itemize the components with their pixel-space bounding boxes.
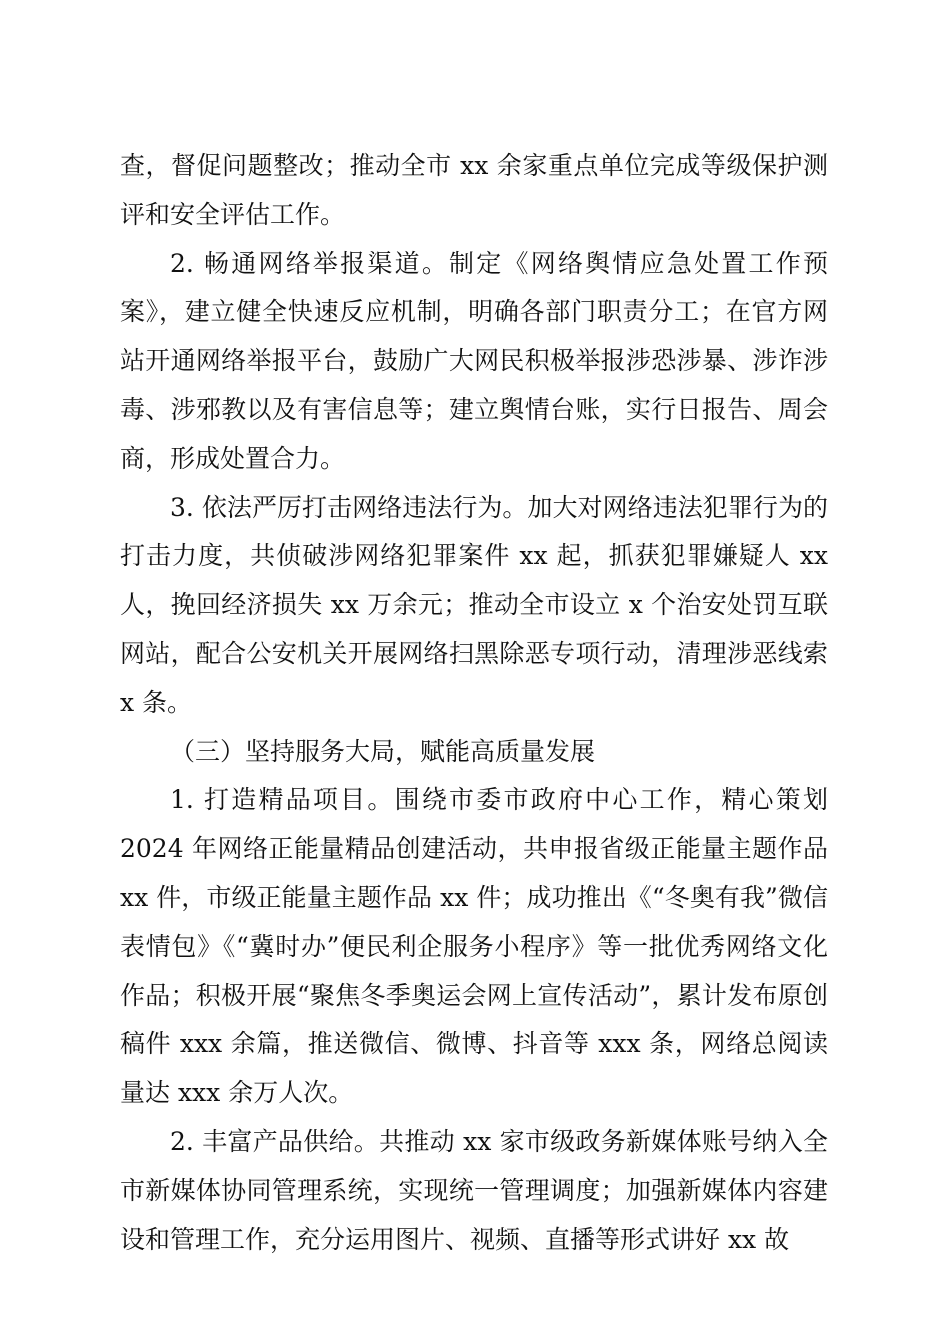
paragraph-item-2-reporting-channels: 2. 畅通网络举报渠道。制定《网络舆情应急处置工作预案》，建立健全快速反应机制，明确各部门职责分工；在官方网站开通网络举报平台，鼓励广大网民积极举报涉恐涉暴、涉诈涉毒、涉邪教以及有害信息等；建立舆情台账，实行日报告、周会商，形成处置合力。 — [120, 248, 828, 473]
section-heading-3: （三）坚持服务大局，赋能高质量发展 — [170, 736, 596, 766]
paragraph-item-2-product-supply: 2. 丰富产品供给。共推动 xx 家市级政务新媒体账号纳入全市新媒体协同管理系统，实现统一管理调度；加强新媒体内容建设和管理工作，充分运用图片、视频、直播等形式讲好 xx 故 — [120, 1126, 828, 1254]
document-body — [120, 142, 828, 1264]
paragraph-item-3-crackdown: 3. 依法严厉打击网络违法行为。加大对网络违法犯罪行为的打击力度，共侦破涉网络犯罪案件 xx 起，抓获犯罪嫌疑人 xx 人，挽回经济损失 xx 万余元；推动全市设立 x 个治安处罚互联网站，配合公安机关开展网络扫黑除恶专项行动，清理涉恶线索 x 条。 — [120, 492, 828, 717]
paragraph-continuation: 查，督促问题整改；推动全市 xx 余家重点单位完成等级保护测评和安全评估工作。 — [120, 151, 828, 229]
paragraph-item-1-boutique-projects: 1. 打造精品项目。围绕市委市政府中心工作，精心策划 2024 年网络正能量精品创建活动，共申报省级正能量主题作品 xx 件，市级正能量主题作品 xx 件；成功推出《“冬奥有我”微信表情包》《“冀时办”便民利企服务小程序》等一批优秀网络文化作品；积极开展“聚焦冬季奥运会网上宣传活动”，累计发布原创稿件 xxx 余篇，推送微信、微博、抖音等 xxx 条，网络总阅读量达 xxx 余万人次。 — [120, 785, 828, 1108]
